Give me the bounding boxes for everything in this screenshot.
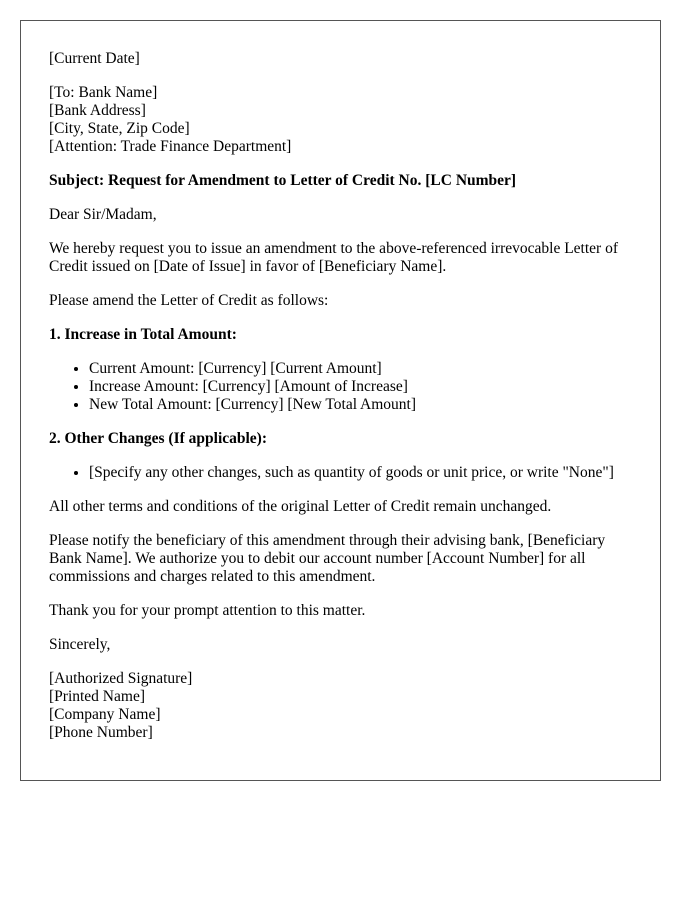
notify-paragraph: Please notify the beneficiary of this amendment through their advising bank, [Beneficiary Bank Name]. We authorize you to debit our account number [Account Number] for all commissions and charges related to this amendment. xyxy=(49,532,606,585)
signature-line: [Authorized Signature] xyxy=(49,670,193,687)
signature-line: [Phone Number] xyxy=(49,724,153,741)
recipient-line: [To: Bank Name] xyxy=(49,84,158,101)
amend-lead-paragraph: Please amend the Letter of Credit as follows: xyxy=(49,292,329,309)
signature-line: [Printed Name] xyxy=(49,688,145,705)
letter-page xyxy=(20,20,661,781)
section-heading-increase: 1. Increase in Total Amount: xyxy=(49,326,237,343)
intro-paragraph: We hereby request you to issue an amendment to the above-referenced irrevocable Letter of Credit issued on [Date of Issue] in favor of [Beneficiary Name]. xyxy=(49,240,618,275)
terms-paragraph: All other terms and conditions of the original Letter of Credit remain unchanged. xyxy=(49,498,552,515)
salutation: Dear Sir/Madam, xyxy=(49,206,157,223)
other-changes-list xyxy=(49,464,632,482)
list-item: • Current Amount: [Currency] [Current Amount] xyxy=(89,360,632,378)
list-item: • New Total Amount: [Currency] [New Total Amount] xyxy=(89,396,632,414)
closing: Sincerely, xyxy=(49,636,111,653)
signature-line: [Company Name] xyxy=(49,706,161,723)
thanks-paragraph: Thank you for your prompt attention to this matter. xyxy=(49,602,366,619)
recipient-line: [Attention: Trade Finance Department] xyxy=(49,138,292,155)
increase-list xyxy=(49,360,632,414)
letter-date: [Current Date] xyxy=(49,50,140,67)
section-heading-other-changes: 2. Other Changes (If applicable): xyxy=(49,430,268,447)
signature-block xyxy=(49,670,632,742)
recipient-line: [Bank Address] xyxy=(49,102,146,119)
list-item: • Increase Amount: [Currency] [Amount of Increase] xyxy=(89,378,632,396)
list-item: • [Specify any other changes, such as quantity of goods or unit price, or write "None"] xyxy=(89,464,632,482)
subject-line: Subject: Request for Amendment to Letter of Credit No. [LC Number] xyxy=(49,172,517,189)
recipient-line: [City, State, Zip Code] xyxy=(49,120,190,137)
recipient-address xyxy=(49,84,632,156)
